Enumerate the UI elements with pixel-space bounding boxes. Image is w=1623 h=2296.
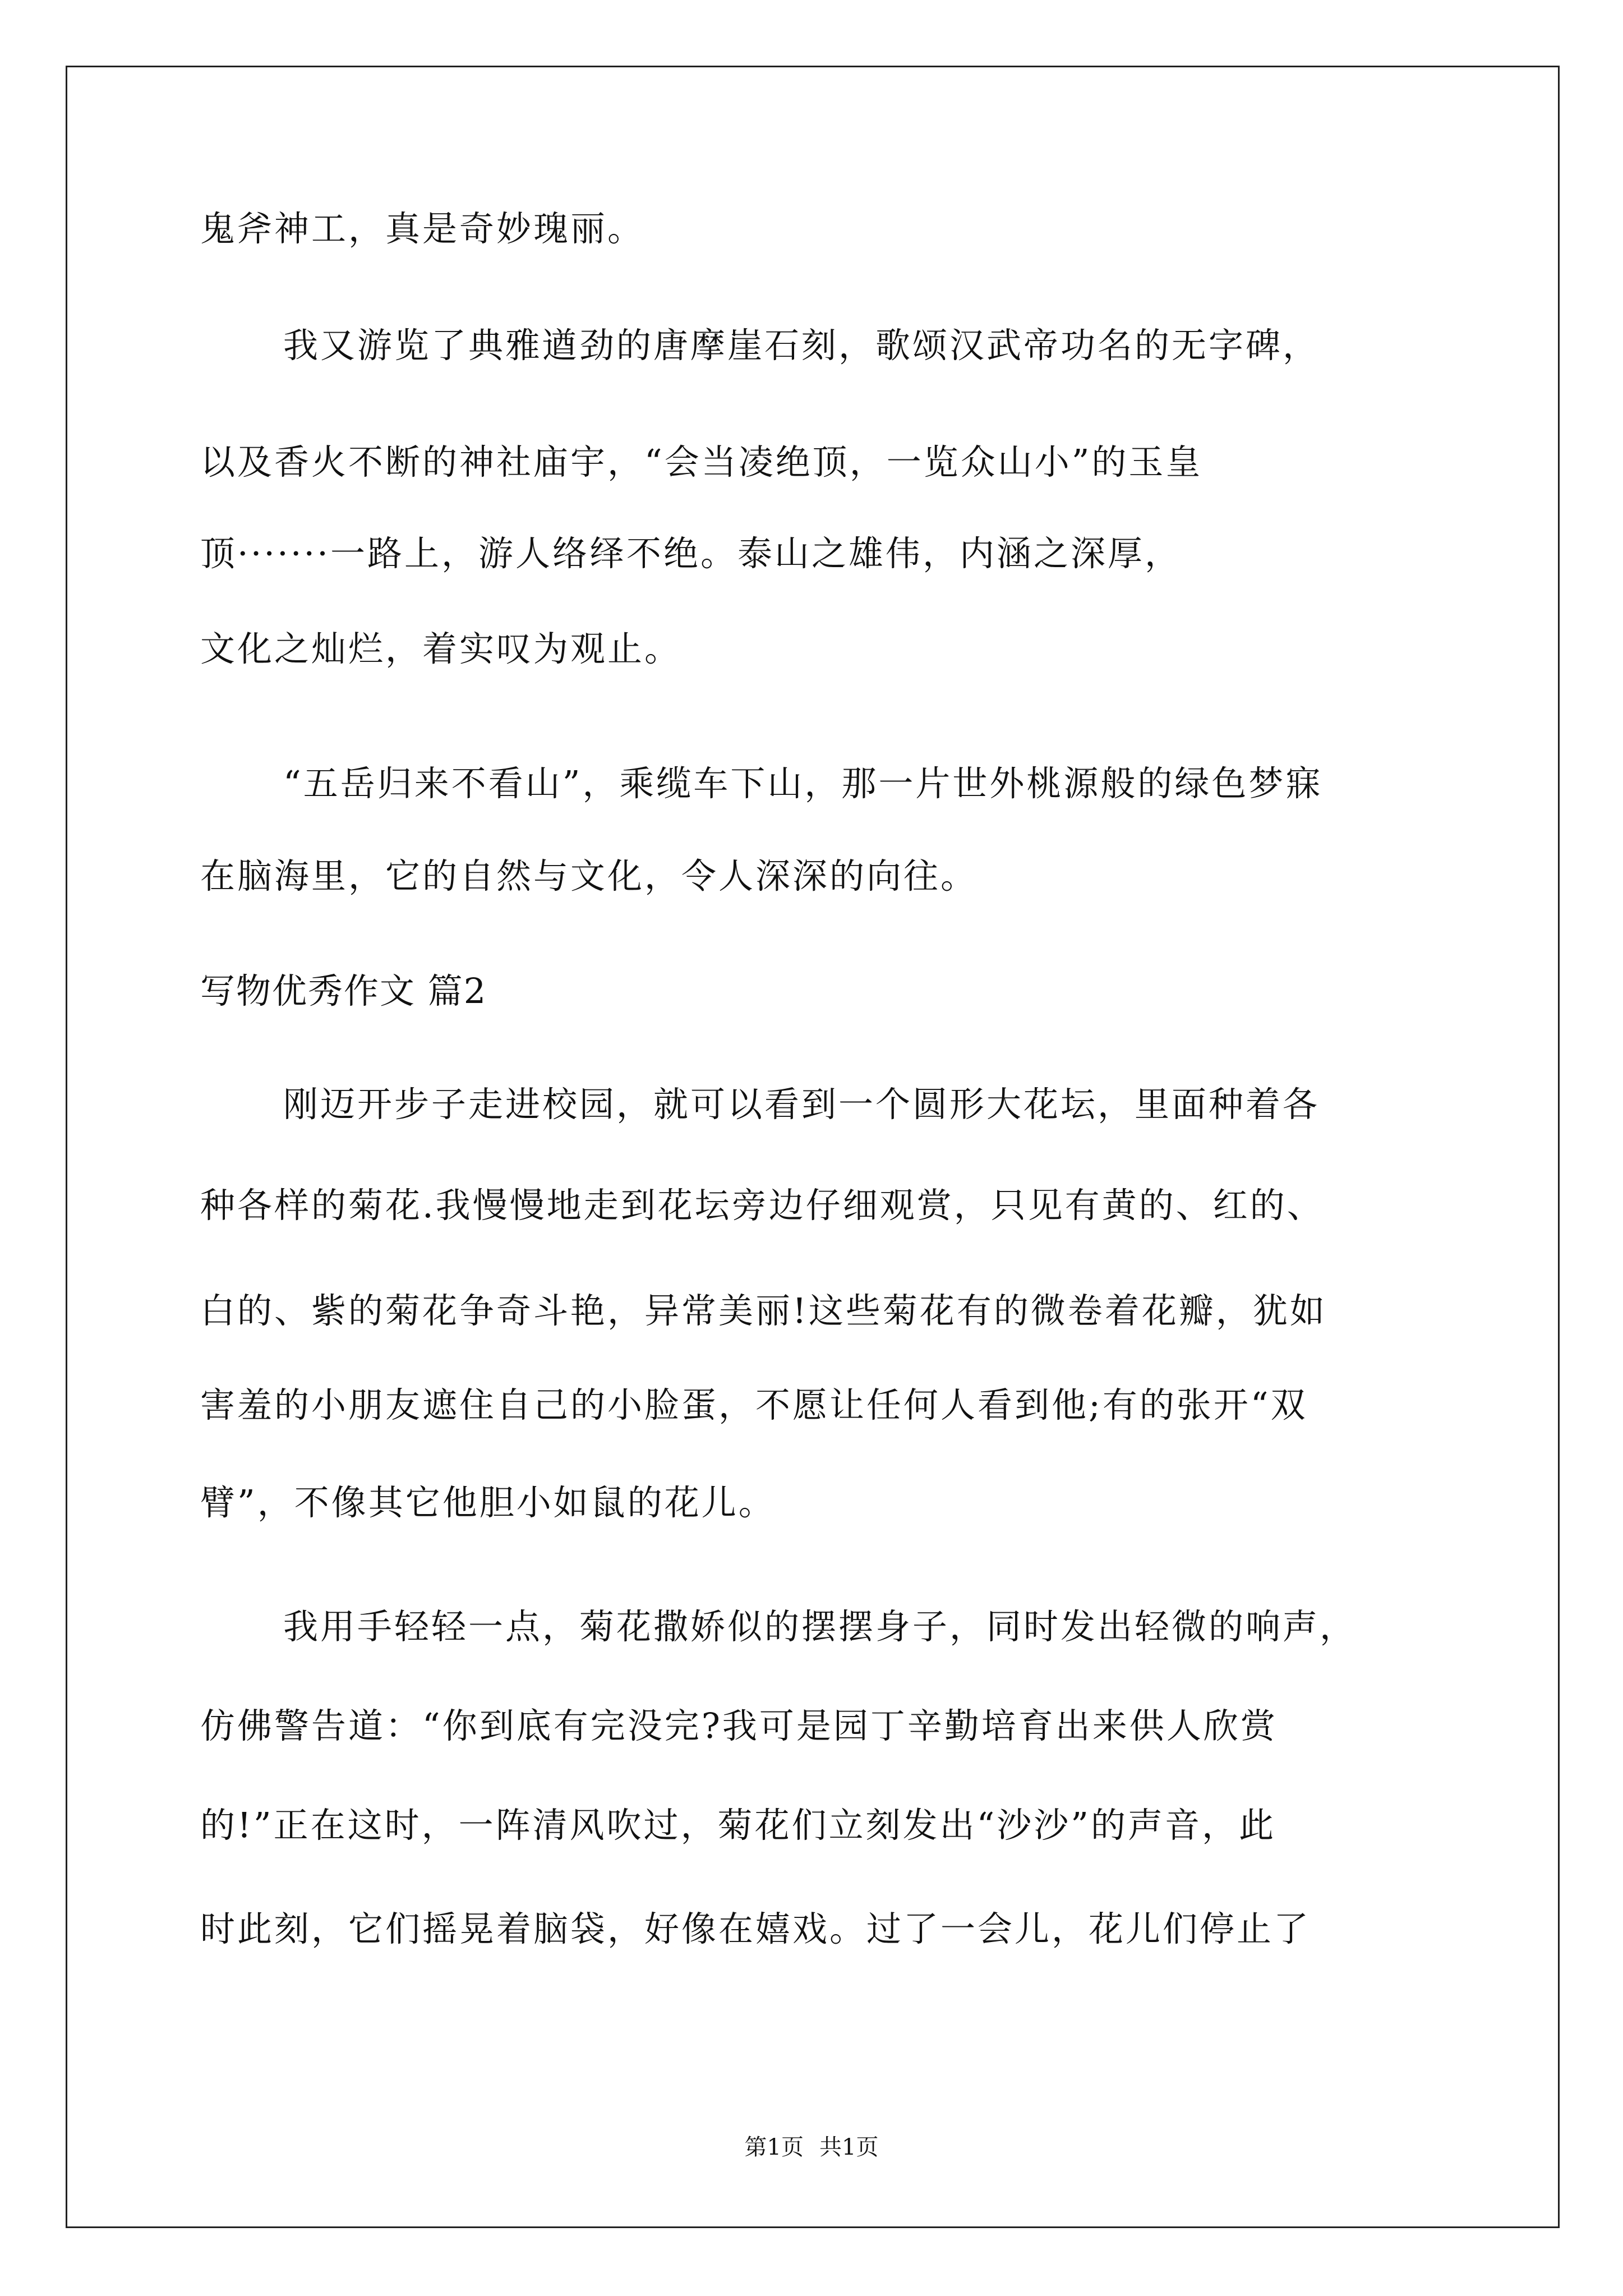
text-line: 仿佛警告道：“你到底有完没完?我可是园丁辛勤培育出来供人欣赏 [200,1705,1278,1746]
text-line: 时此刻，它们摇晃着脑袋，好像在嬉戏。过了一会儿，花儿们停止了 [200,1908,1311,1949]
text-line: 种各样的菊花.我慢慢地走到花坛旁边仔细观赏，只见有黄的、红的、 [200,1185,1324,1226]
text-line: 我用手轻轻一点，菊花撒娇似的摆摆身子，同时发出轻微的响声， [283,1606,1357,1647]
text-line: 的!”正在这时，一阵清风吹过，菊花们立刻发出“沙沙”的声音，此 [200,1805,1276,1846]
section-heading: 写物优秀作文 篇2 [200,970,487,1011]
text-line: 臂”，不像其它他胆小如鼠的花儿。 [200,1482,776,1523]
text-line: 顶·······一路上，游人络绎不绝。泰山之雄伟，内涵之深厚， [200,533,1182,574]
text-line: 在脑海里，它的自然与文化，令人深深的向往。 [200,855,978,896]
page-footer [0,2131,1623,2164]
text-line: 白的、紫的菊花争奇斗艳，异常美丽!这些菊花有的微卷着花瓣，犹如 [200,1290,1327,1331]
page-total: 共1页 [819,2134,879,2160]
text-line: 我又游览了典雅遒劲的唐摩崖石刻，歌颂汉武帝功名的无字碑， [283,325,1320,366]
page-number: 第1页 [744,2134,804,2160]
text-line: 以及香火不断的神社庙宇，“会当凌绝顶，一览众山小”的玉皇 [200,441,1203,482]
text-line: “五岳归来不看山”，乘缆车下山，那一片世外桃源般的绿色梦寐 [283,763,1323,804]
text-line: 鬼斧神工，真是奇妙瑰丽。 [200,208,645,249]
text-line: 文化之灿烂，着实叹为观止。 [200,628,682,669]
text-line: 刚迈开步子走进校园，就可以看到一个圆形大花坛，里面种着各 [283,1084,1320,1125]
text-line: 害羞的小朋友遮住自己的小脸蛋，不愿让任何人看到他;有的张开“双 [200,1384,1308,1425]
